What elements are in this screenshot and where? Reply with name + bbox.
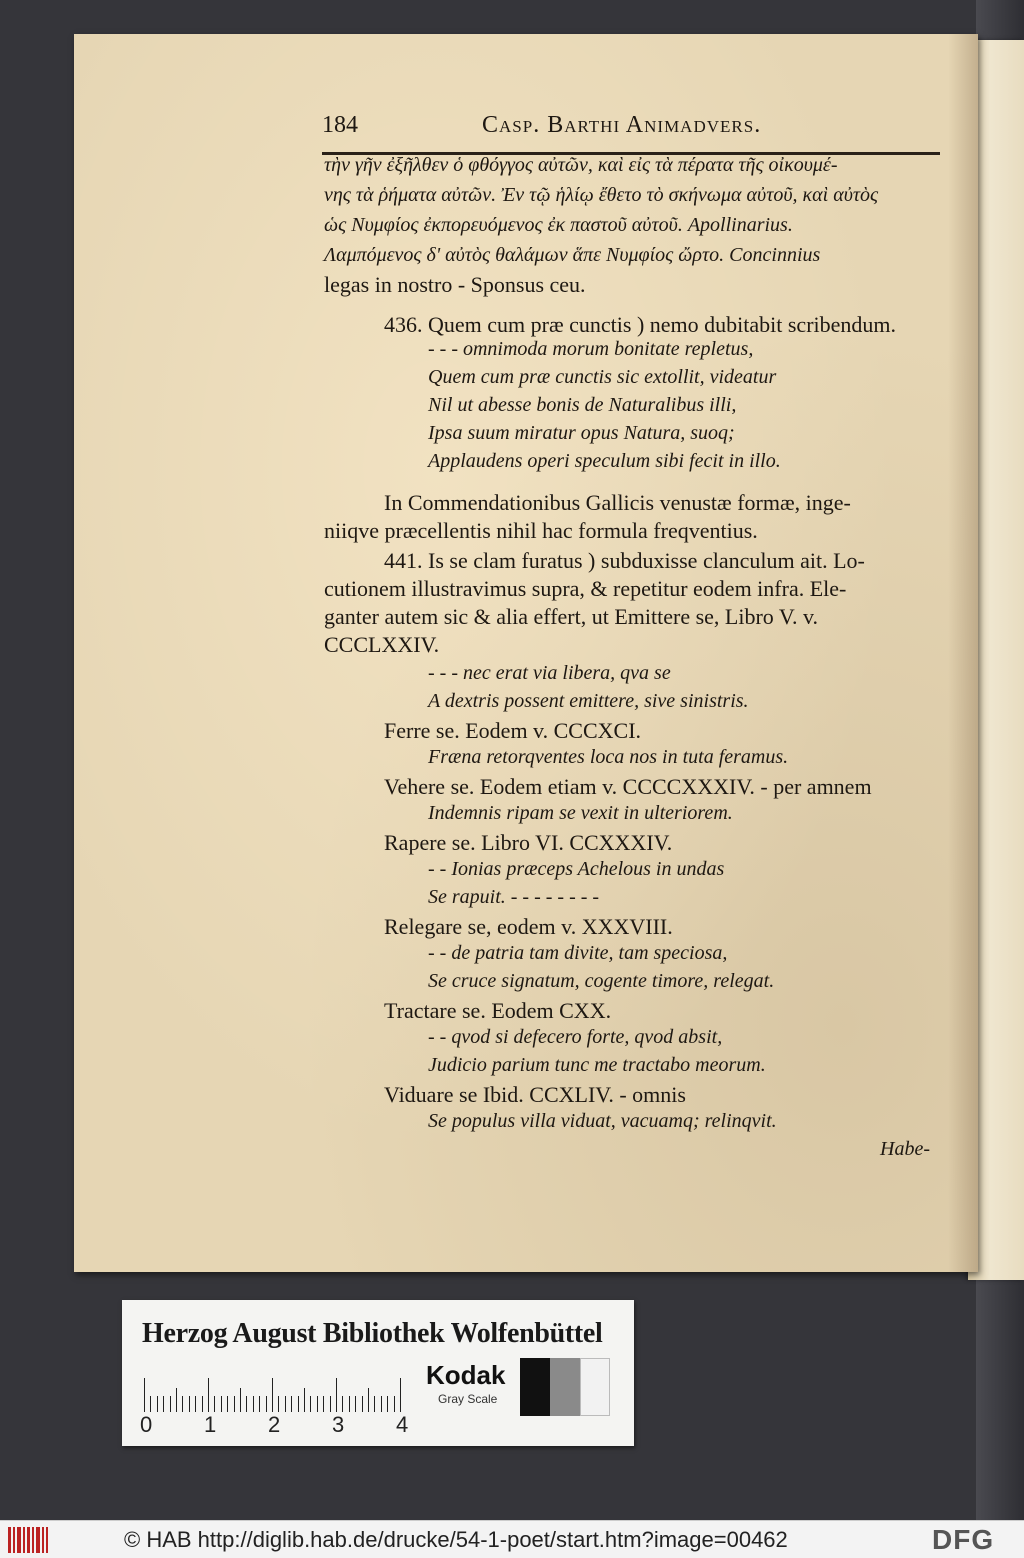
footer-bar	[0, 1520, 1024, 1558]
ruler-tick	[336, 1378, 337, 1412]
text-line: Relegare se, eodem v. XXXVIII.	[384, 914, 673, 939]
text-line: Tractare se. Eodem CXX.	[384, 998, 612, 1023]
gray-scale-caption: Gray Scale	[438, 1392, 498, 1406]
text-line: Se rapuit. - - - - - - - -	[428, 886, 600, 908]
ruler-tick	[234, 1396, 235, 1412]
ruler-tick	[349, 1396, 350, 1412]
text-line: legas in nostro - Sponsus ceu.	[324, 272, 586, 297]
running-head: Casp. Barthi Animadvers.	[482, 112, 762, 138]
text-line: Nil ut abesse bonis de Naturalibus illi,	[428, 394, 737, 416]
ruler-tick	[394, 1396, 395, 1412]
ruler-tick	[202, 1396, 203, 1412]
text-line: - - qvod si defecero forte, qvod absit,	[428, 1026, 723, 1048]
scale-number: 4	[396, 1412, 409, 1437]
ruler-tick	[227, 1396, 228, 1412]
ruler-tick	[298, 1396, 299, 1412]
library-name: Herzog August Bibliothek Wolfenbüttel	[142, 1318, 603, 1349]
text-line: Judicio parium tunc me tractabo meorum.	[428, 1054, 766, 1076]
text-line: - - de patria tam divite, tam speciosa,	[428, 942, 728, 964]
text-line: - - Ionias præceps Achelous in undas	[428, 858, 725, 880]
ruler-tick	[387, 1396, 388, 1412]
gray-patch-white	[580, 1358, 610, 1416]
text-line: Rapere se. Libro VI. CCXXXIV.	[384, 830, 673, 855]
text-line: 436. Quem cum præ cunctis ) nemo dubitabit scribendum.	[384, 312, 897, 337]
ruler-tick	[362, 1396, 363, 1412]
ruler-tick	[176, 1388, 177, 1412]
ruler-tick	[144, 1378, 145, 1412]
ruler-tick	[163, 1396, 164, 1412]
text-line: τὴν γῆν ἐξῆλθεν ὁ φθόγγος αὐτῶν, καὶ εἰς τὰ πέρατα τῆς οἰκουμέ-	[324, 154, 838, 176]
text-line: ganter autem sic & alia effert, ut Emittere se, Libro V. v.	[324, 604, 819, 629]
barcode-icon	[8, 1527, 48, 1553]
text-line: ὡς Νυμφίος ἐκπορευόμενος ἐκ παστοῦ αὐτοῦ. Apollinarius.	[324, 214, 793, 236]
gray-patch-black	[520, 1358, 550, 1416]
ruler-scale	[144, 1376, 434, 1412]
ruler-tick	[323, 1396, 324, 1412]
ruler-tick	[195, 1396, 196, 1412]
text-line: Λαμπόμενος δ' αὐτὸς θαλάμων ἅπε Νυμφίος ὤρτο. Concinnius	[324, 244, 821, 266]
text-line: Fræna retorqventes loca nos in tuta feramus.	[428, 746, 789, 768]
scale-number: 1	[204, 1412, 217, 1437]
text-line: Applaudens operi speculum sibi fecit in illo.	[428, 450, 781, 472]
text-line: niiqve præcellentis nihil hac formula freqventius.	[324, 518, 758, 543]
scale-number: 2	[268, 1412, 281, 1437]
text-line: 441. Is se clam furatus ) subduxisse clanculum ait. Lo-	[384, 548, 865, 573]
gray-patch-mid	[550, 1358, 580, 1416]
text-line: - - - omnimoda morum bonitate repletus,	[428, 338, 754, 360]
ruler-tick	[368, 1388, 369, 1412]
ruler-tick	[374, 1396, 375, 1412]
ruler-tick	[214, 1396, 215, 1412]
text-line: CCCLXXIV.	[324, 632, 440, 657]
text-line: - - - nec erat via libera, qva se	[428, 662, 671, 684]
ruler-tick	[400, 1378, 401, 1412]
ruler-tick	[170, 1396, 171, 1412]
ruler-tick	[291, 1396, 292, 1412]
text-line: A dextris possent emittere, sive sinistris.	[428, 690, 749, 712]
ruler-tick	[157, 1396, 158, 1412]
ruler-tick	[150, 1396, 151, 1412]
library-label-card	[122, 1300, 634, 1446]
text-line: In Commendationibus Gallicis venustæ formæ, inge-	[384, 490, 851, 515]
ruler-tick	[240, 1388, 241, 1412]
text-line: Indemnis ripam se vexit in ulteriorem.	[428, 802, 733, 824]
ruler-tick	[221, 1396, 222, 1412]
text-line: Ipsa suum miratur opus Natura, suoq;	[428, 422, 735, 444]
text-line: Viduare se Ibid. CCXLIV. - omnis	[384, 1082, 686, 1107]
ruler-tick	[259, 1396, 260, 1412]
ruler-tick	[253, 1396, 254, 1412]
text-line: Ferre se. Eodem v. CCCXCI.	[384, 718, 642, 743]
scale-number: 3	[332, 1412, 345, 1437]
ruler-tick	[278, 1396, 279, 1412]
text-line: Se populus villa viduat, vacuamq; relinqvit.	[428, 1110, 777, 1132]
ruler-tick	[381, 1396, 382, 1412]
ruler-tick	[246, 1396, 247, 1412]
text-line: Quem cum præ cunctis sic extollit, videatur	[428, 366, 777, 388]
source-url-link[interactable]: © HAB http://diglib.hab.de/drucke/54-1-poet/start.htm?image=00462	[124, 1527, 788, 1552]
ruler-tick	[330, 1396, 331, 1412]
page-header	[322, 112, 942, 148]
page-number: 184	[322, 112, 358, 138]
ruler-tick	[310, 1396, 311, 1412]
page-gutter-shadow	[948, 34, 978, 1272]
dfg-logo: DFG	[932, 1524, 995, 1555]
ruler-tick	[208, 1378, 209, 1412]
text-line: νης τὰ ῥήματα αὐτῶν. Ἐν τῷ ἡλίῳ ἔθετο τὸ σκήνωμα αὐτοῦ, καὶ αὐτὸς	[324, 184, 879, 206]
text-line: Se cruce signatum, cogente timore, relegat.	[428, 970, 775, 992]
ruler-tick	[317, 1396, 318, 1412]
kodak-logo: Kodak	[426, 1360, 506, 1390]
ruler-tick	[285, 1396, 286, 1412]
ruler-tick	[342, 1396, 343, 1412]
ruler-tick	[272, 1378, 273, 1412]
scale-number: 0	[140, 1412, 153, 1437]
ruler-tick	[266, 1396, 267, 1412]
ruler-tick	[182, 1396, 183, 1412]
ruler-tick	[189, 1396, 190, 1412]
text-line: cutionem illustravimus supra, & repetitur eodem infra. Ele-	[324, 576, 847, 601]
ruler-tick	[304, 1388, 305, 1412]
text-line: Vehere se. Eodem etiam v. CCCCXXXIV. - per amnem	[384, 774, 872, 799]
ruler-tick	[355, 1396, 356, 1412]
text-line: Habe-	[880, 1138, 930, 1160]
